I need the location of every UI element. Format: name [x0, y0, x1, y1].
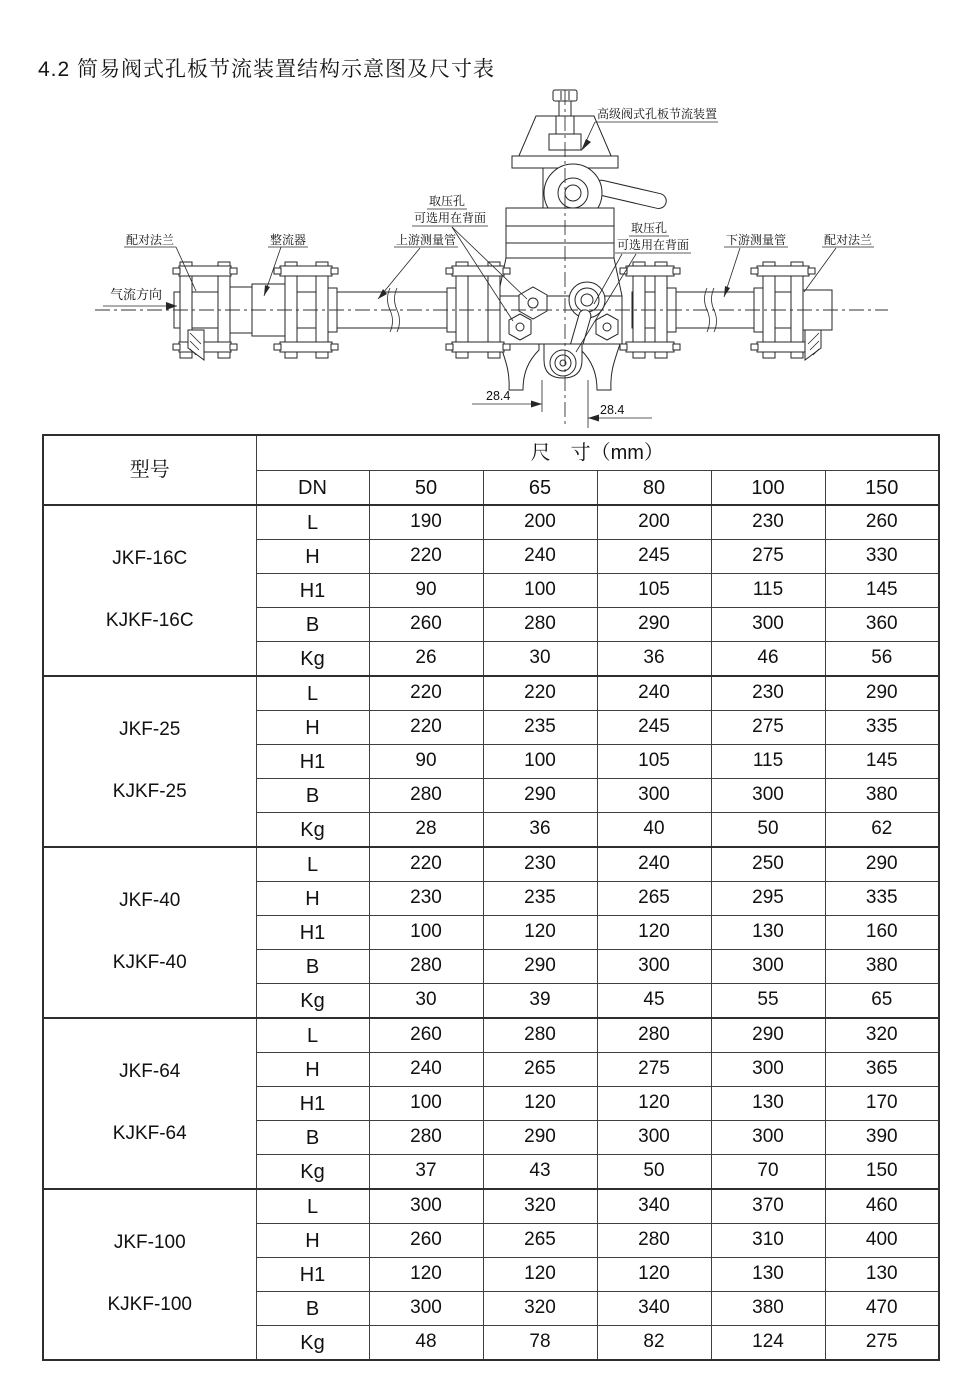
- value-cell: 265: [483, 1053, 597, 1087]
- value-cell: 275: [825, 1326, 939, 1361]
- param-cell: Kg: [256, 642, 369, 677]
- value-cell: 340: [597, 1292, 711, 1326]
- dn-size: 50: [369, 471, 483, 506]
- value-cell: 55: [711, 984, 825, 1019]
- value-cell: 265: [597, 882, 711, 916]
- param-cell: Kg: [256, 1326, 369, 1361]
- param-cell: B: [256, 1292, 369, 1326]
- value-cell: 150: [825, 1155, 939, 1190]
- param-cell: H1: [256, 916, 369, 950]
- value-cell: 360: [825, 608, 939, 642]
- value-cell: 235: [483, 711, 597, 745]
- dn-size: 150: [825, 471, 939, 506]
- value-cell: 160: [825, 916, 939, 950]
- value-cell: 320: [483, 1189, 597, 1224]
- value-cell: 295: [711, 882, 825, 916]
- value-cell: 220: [369, 540, 483, 574]
- param-cell: B: [256, 950, 369, 984]
- value-cell: 230: [711, 676, 825, 711]
- value-cell: 230: [483, 847, 597, 882]
- value-cell: 39: [483, 984, 597, 1019]
- value-cell: 50: [711, 813, 825, 848]
- value-cell: 220: [369, 711, 483, 745]
- value-cell: 43: [483, 1155, 597, 1190]
- value-cell: 240: [597, 676, 711, 711]
- value-cell: 145: [825, 574, 939, 608]
- param-cell: H: [256, 1053, 369, 1087]
- value-cell: 240: [369, 1053, 483, 1087]
- value-cell: 260: [369, 608, 483, 642]
- value-cell: 120: [483, 1087, 597, 1121]
- dimension-right: 28.4: [600, 403, 625, 417]
- value-cell: 120: [597, 1087, 711, 1121]
- page-title: 4.2 简易阀式孔板节流装置结构示意图及尺寸表: [38, 58, 496, 81]
- param-cell: B: [256, 1121, 369, 1155]
- param-cell: B: [256, 608, 369, 642]
- value-cell: 200: [597, 505, 711, 540]
- value-cell: 36: [483, 813, 597, 848]
- param-cell: L: [256, 847, 369, 882]
- value-cell: 335: [825, 711, 939, 745]
- value-cell: 280: [483, 1018, 597, 1053]
- structure-diagram: [0, 85, 980, 433]
- value-cell: 26: [369, 642, 483, 677]
- value-cell: 300: [369, 1292, 483, 1326]
- value-cell: 100: [483, 574, 597, 608]
- param-cell: H1: [256, 1087, 369, 1121]
- value-cell: 300: [597, 950, 711, 984]
- value-cell: 275: [597, 1053, 711, 1087]
- value-cell: 280: [369, 779, 483, 813]
- value-cell: 280: [369, 950, 483, 984]
- table-row: [43, 847, 939, 882]
- value-cell: 250: [711, 847, 825, 882]
- model-name-top: JKF-100: [113, 1232, 186, 1254]
- value-cell: 56: [825, 642, 939, 677]
- table-row: [43, 1189, 939, 1224]
- value-cell: 230: [369, 882, 483, 916]
- value-cell: 120: [597, 916, 711, 950]
- value-cell: 290: [825, 847, 939, 882]
- value-cell: 240: [597, 847, 711, 882]
- table-row: [43, 676, 939, 711]
- param-cell: Kg: [256, 1155, 369, 1190]
- model-name-bottom: KJKF-64: [112, 1122, 187, 1144]
- value-cell: 265: [483, 1224, 597, 1258]
- value-cell: 240: [483, 540, 597, 574]
- value-cell: 280: [597, 1224, 711, 1258]
- value-cell: 30: [483, 642, 597, 677]
- value-cell: 290: [597, 608, 711, 642]
- value-cell: 400: [825, 1224, 939, 1258]
- model-cell: [43, 1189, 256, 1360]
- param-cell: H: [256, 711, 369, 745]
- value-cell: 28: [369, 813, 483, 848]
- value-cell: 30: [369, 984, 483, 1019]
- pressure-tap-right-label-2: 可选用在背面: [617, 238, 690, 252]
- valve-handle: [592, 179, 667, 210]
- pressure-tap-left-label-2: 可选用在背面: [414, 211, 487, 225]
- upstream-tube-label: 上游测量管: [396, 233, 457, 247]
- model-name-bottom: KJKF-25: [112, 780, 187, 802]
- value-cell: 190: [369, 505, 483, 540]
- value-cell: 320: [483, 1292, 597, 1326]
- model-column-header: 型号: [43, 435, 256, 505]
- value-cell: 340: [597, 1189, 711, 1224]
- value-cell: 36: [597, 642, 711, 677]
- value-cell: 380: [711, 1292, 825, 1326]
- value-cell: 280: [597, 1018, 711, 1053]
- value-cell: 220: [369, 676, 483, 711]
- value-cell: 300: [597, 1121, 711, 1155]
- value-cell: 220: [369, 847, 483, 882]
- value-cell: 245: [597, 540, 711, 574]
- dn-size: 65: [483, 471, 597, 506]
- value-cell: 260: [825, 505, 939, 540]
- param-cell: L: [256, 1189, 369, 1224]
- value-cell: 100: [483, 745, 597, 779]
- value-cell: 120: [597, 1258, 711, 1292]
- mating-flange-left-label: 配对法兰: [126, 233, 175, 247]
- param-cell: H: [256, 882, 369, 916]
- rectifier-label: 整流器: [270, 233, 307, 247]
- value-cell: 50: [597, 1155, 711, 1190]
- value-cell: 245: [597, 711, 711, 745]
- value-cell: 90: [369, 574, 483, 608]
- model-name-bottom: KJKF-16C: [105, 609, 194, 631]
- model-name-top: JKF-25: [119, 719, 181, 741]
- dimension-annotation: [472, 380, 652, 428]
- flange-hatch-right: [805, 330, 821, 360]
- value-cell: 105: [597, 745, 711, 779]
- value-cell: 40: [597, 813, 711, 848]
- param-cell: L: [256, 676, 369, 711]
- dn-size: 100: [711, 471, 825, 506]
- value-cell: 275: [711, 540, 825, 574]
- value-cell: 300: [711, 1121, 825, 1155]
- value-cell: 460: [825, 1189, 939, 1224]
- value-cell: 370: [711, 1189, 825, 1224]
- value-cell: 200: [483, 505, 597, 540]
- value-cell: 290: [483, 950, 597, 984]
- value-cell: 310: [711, 1224, 825, 1258]
- param-cell: H: [256, 1224, 369, 1258]
- value-cell: 130: [711, 916, 825, 950]
- model-cell: [43, 1018, 256, 1189]
- value-cell: 300: [369, 1189, 483, 1224]
- model-cell: [43, 505, 256, 676]
- value-cell: 45: [597, 984, 711, 1019]
- value-cell: 280: [483, 608, 597, 642]
- value-cell: 65: [825, 984, 939, 1019]
- model-cell: [43, 676, 256, 847]
- value-cell: 100: [369, 916, 483, 950]
- value-cell: 120: [369, 1258, 483, 1292]
- value-cell: 280: [369, 1121, 483, 1155]
- valve-upper-body: [506, 208, 614, 258]
- value-cell: 170: [825, 1087, 939, 1121]
- value-cell: 115: [711, 574, 825, 608]
- dimension-left: 28.4: [486, 389, 511, 403]
- value-cell: 130: [825, 1258, 939, 1292]
- value-cell: 235: [483, 882, 597, 916]
- value-cell: 62: [825, 813, 939, 848]
- value-cell: 130: [711, 1087, 825, 1121]
- value-cell: 130: [711, 1258, 825, 1292]
- model-name-bottom: KJKF-40: [112, 951, 187, 973]
- value-cell: 48: [369, 1326, 483, 1361]
- value-cell: 300: [711, 1053, 825, 1087]
- param-cell: H1: [256, 574, 369, 608]
- value-cell: 115: [711, 745, 825, 779]
- value-cell: 230: [711, 505, 825, 540]
- dn-size: 80: [597, 471, 711, 506]
- value-cell: 290: [825, 676, 939, 711]
- dn-label: DN: [256, 471, 369, 506]
- value-cell: 105: [597, 574, 711, 608]
- value-cell: 330: [825, 540, 939, 574]
- value-cell: 380: [825, 950, 939, 984]
- param-cell: H: [256, 540, 369, 574]
- value-cell: 70: [711, 1155, 825, 1190]
- model-name-bottom: KJKF-100: [107, 1293, 192, 1315]
- value-cell: 90: [369, 745, 483, 779]
- value-cell: 37: [369, 1155, 483, 1190]
- flow-direction-label: 气流方向: [110, 287, 163, 302]
- value-cell: 100: [369, 1087, 483, 1121]
- value-cell: 290: [483, 779, 597, 813]
- value-cell: 124: [711, 1326, 825, 1361]
- value-cell: 46: [711, 642, 825, 677]
- param-cell: Kg: [256, 984, 369, 1019]
- size-header: 尺 寸（mm）: [256, 435, 939, 471]
- value-cell: 300: [711, 950, 825, 984]
- downstream-tube-label: 下游测量管: [726, 233, 787, 247]
- param-cell: H1: [256, 745, 369, 779]
- value-cell: 335: [825, 882, 939, 916]
- value-cell: 380: [825, 779, 939, 813]
- value-cell: 275: [711, 711, 825, 745]
- param-cell: Kg: [256, 813, 369, 848]
- value-cell: 290: [483, 1121, 597, 1155]
- value-cell: 120: [483, 916, 597, 950]
- value-cell: 320: [825, 1018, 939, 1053]
- model-cell: [43, 847, 256, 1018]
- value-cell: 470: [825, 1292, 939, 1326]
- value-cell: 220: [483, 676, 597, 711]
- model-name-top: JKF-40: [119, 890, 181, 912]
- value-cell: 300: [711, 779, 825, 813]
- pressure-tap-right-label-1: 取压孔: [631, 221, 668, 235]
- value-cell: 300: [597, 779, 711, 813]
- value-cell: 260: [369, 1018, 483, 1053]
- model-name-top: JKF-64: [119, 1061, 181, 1083]
- model-name-top: JKF-16C: [112, 548, 188, 570]
- table-row: [43, 1018, 939, 1053]
- value-cell: 78: [483, 1326, 597, 1361]
- pressure-tap-left-label-1: 取压孔: [429, 194, 466, 208]
- value-cell: 365: [825, 1053, 939, 1087]
- device-name-label: 高级阀式孔板节流装置: [597, 107, 718, 121]
- value-cell: 390: [825, 1121, 939, 1155]
- dimension-table: [42, 434, 940, 1361]
- param-cell: B: [256, 779, 369, 813]
- value-cell: 82: [597, 1326, 711, 1361]
- value-cell: 260: [369, 1224, 483, 1258]
- table-row: [43, 505, 939, 540]
- value-cell: 300: [711, 608, 825, 642]
- param-cell: L: [256, 505, 369, 540]
- value-cell: 145: [825, 745, 939, 779]
- param-cell: L: [256, 1018, 369, 1053]
- value-cell: 290: [711, 1018, 825, 1053]
- value-cell: 120: [483, 1258, 597, 1292]
- param-cell: H1: [256, 1258, 369, 1292]
- mating-flange-right-label: 配对法兰: [824, 233, 873, 247]
- structure-diagram-svg: [0, 85, 980, 433]
